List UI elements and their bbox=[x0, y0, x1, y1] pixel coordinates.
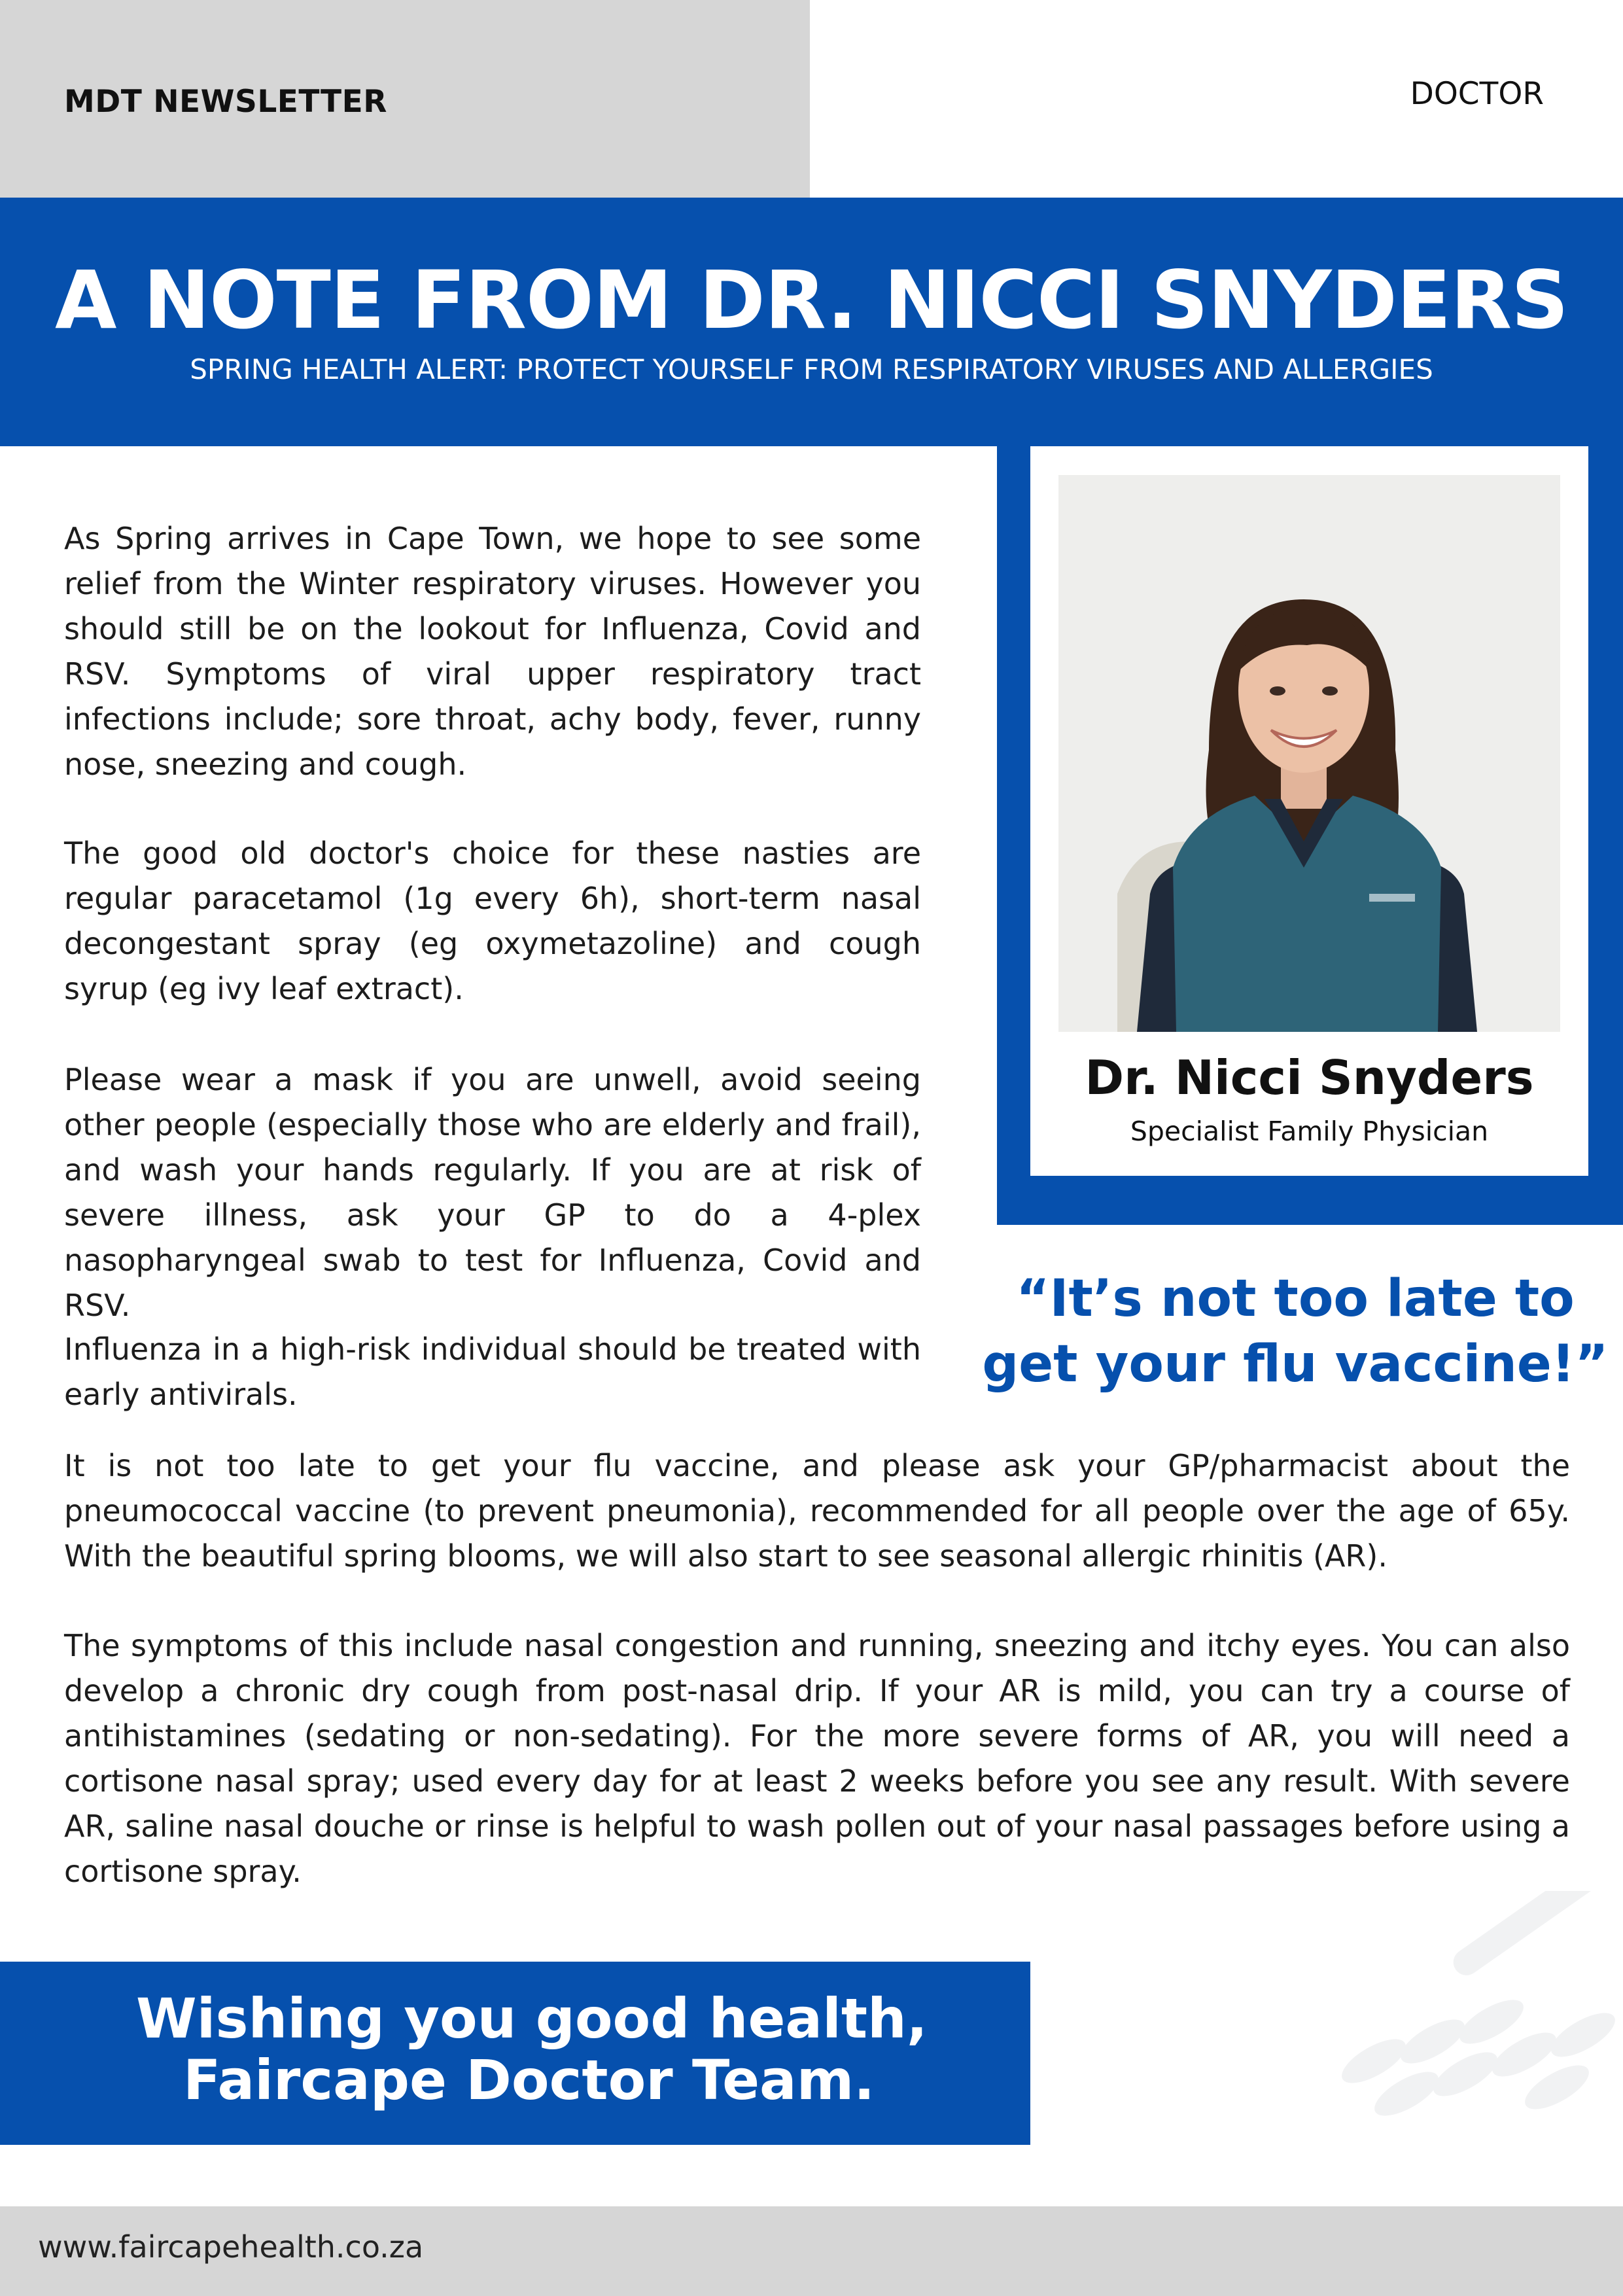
closing-signature: Faircape Doctor Team. bbox=[183, 2048, 875, 2112]
portrait-illustration bbox=[1058, 475, 1560, 1032]
website-link[interactable]: www.faircapehealth.co.za bbox=[38, 2229, 424, 2265]
doctor-name: Dr. Nicci Snyders bbox=[1085, 1050, 1534, 1105]
newsletter-label: MDT NEWSLETTER bbox=[64, 84, 387, 120]
section-label: DOCTOR bbox=[1410, 76, 1544, 112]
body-paragraph: Influenza in a high-risk individual should be treated with early antivirals. bbox=[64, 1332, 921, 1412]
doctor-portrait-photo bbox=[1058, 475, 1560, 1032]
body-paragraph: The good old doctor's choice for these nasties are regular paracetamol (1g every 6h), short-term nasal decongestant spray (eg oxymetazoline) and cough syrup (eg ivy leaf extract). bbox=[64, 836, 921, 1006]
pull-quote: “It’s not too late to get your flu vaccine!” bbox=[982, 1269, 1609, 1394]
body-paragraph: The symptoms of this include nasal congestion and running, sneezing and itchy eyes. You can also develop a chronic dry cough from post-nasal drip. If your AR is mild, you can try a course of antihistamines (sedating or non-sedating). For the more severe forms of AR, you will need a cortisone nasal spray; used every day for at least 2 weeks before you see any result. With severe AR, saline nasal douche or rinse is helpful to wash pollen out of your nasal passages before using a cortisone spray. bbox=[64, 1628, 1570, 1889]
body-paragraph: As Spring arrives in Cape Town, we hope to see some relief from the Winter respiratory viruses. However you should still be on the lookout for Influenza, Covid and RSV. Symptoms of viral upper respiratory tract infections include; sore throat, achy body, fever, runny nose, sneezing and cough. bbox=[64, 521, 921, 782]
doctor-role: Specialist Family Physician bbox=[1130, 1116, 1489, 1147]
page-title: A NOTE FROM DR. NICCI SNYDERS bbox=[54, 254, 1569, 347]
page-subtitle: SPRING HEALTH ALERT: PROTECT YOURSELF FROM RESPIRATORY VIRUSES AND ALLERGIES bbox=[190, 353, 1433, 385]
decorative-pills-graphic bbox=[1295, 1891, 1623, 2127]
body-paragraph: Please wear a mask if you are unwell, avoid seeing other people (especially those who are elderly and frail), and wash your hands regularly. If you are at risk of severe illness, ask your GP to do a 4-plex nasopharyngeal swab to test for Influenza, Covid and RSV. bbox=[64, 1062, 921, 1323]
closing-line: Wishing you good health, bbox=[136, 1987, 928, 2051]
body-paragraph: It is not too late to get your flu vaccine, and please ask your GP/pharmacist about the pneumococcal vaccine (to prevent pneumonia), recommended for all people over the age of 65y. With the beautiful spring blooms, we will also start to see seasonal allergic rhinitis (AR). bbox=[64, 1448, 1570, 1574]
